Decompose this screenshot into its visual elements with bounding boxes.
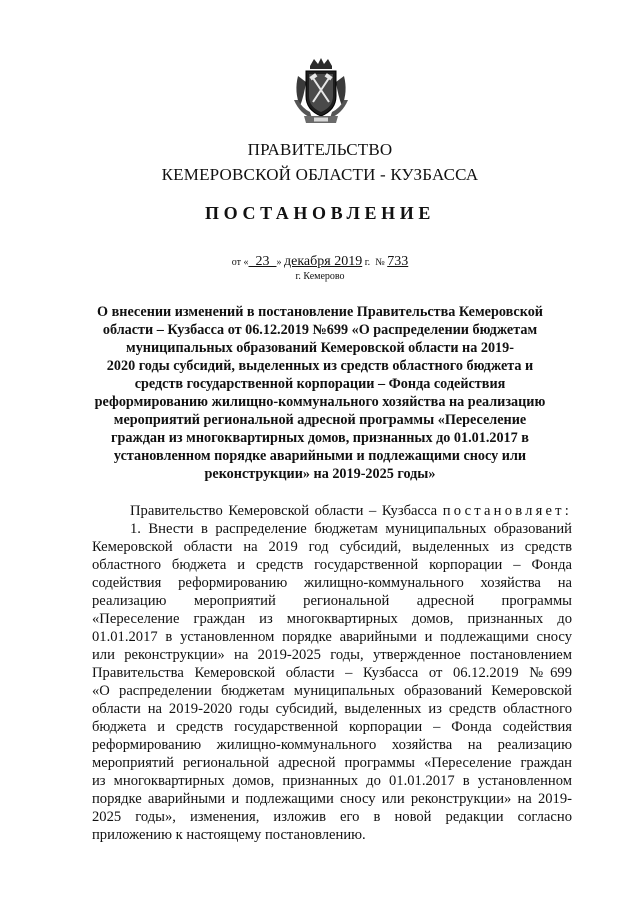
intro-text: Правительство Кемеровской области – Кузбасса: [130, 503, 438, 519]
government-name-line2: КЕМЕРОВСКОЙ ОБЛАСТИ - КУЗБАССА: [161, 165, 479, 184]
paragraph-line: 01.01.2017 в установленном порядке аварийными и подлежащими сносу: [92, 629, 572, 645]
title-line: 2020 годы субсидий, выделенных из средств областного бюджета и: [106, 358, 534, 374]
title-line: установленном порядке аварийными и подлежащими сносу или: [113, 448, 527, 464]
paragraph-line: реформированию жилищно-коммунального хозяйства на реализацию: [92, 737, 572, 753]
paragraph-line: Кемеровской области на 2019 год субсидий, выделенных из средств: [92, 539, 572, 555]
paragraph-line: содействия реформированию жилищно-коммунального хозяйства на: [92, 575, 572, 591]
title-line: области – Кузбасса от 06.12.2019 №699 «О распределении бюджетам: [102, 322, 538, 338]
intro-line: [92, 502, 572, 520]
title-line: мероприятий региональной адресной программы «Переселение: [113, 412, 527, 428]
paragraph-line: или реконструкции» на 2019-2025 годы, утвержденное постановлением: [92, 647, 572, 663]
paragraph-line: приложению к настоящему постановлению.: [92, 827, 366, 843]
paragraph-line: бюджета и средств государственной корпорации – Фонда содействия: [92, 719, 572, 735]
paragraph-line: порядке аварийными и подлежащими сносу или реконструкции» на 2019-: [92, 791, 572, 807]
title-line: граждан из многоквартирных домов, признанных до 01.01.2017 в: [111, 430, 529, 446]
title-line: средств государственной корпорации – Фонда содействия: [134, 376, 506, 392]
date-day-close: »: [276, 257, 282, 268]
date-day-value: 23: [255, 254, 270, 269]
paragraph-line: реализацию мероприятий региональной адресной программы: [92, 593, 572, 609]
paragraph-line: «О распределении бюджетам муниципальных образований Кемеровской: [92, 683, 572, 699]
title-line: О внесении изменений в постановление Правительства Кемеровской: [97, 304, 543, 320]
document-type-heading: ПОСТАНОВЛЕНИЕ: [205, 203, 435, 223]
number-prefix: №: [375, 257, 385, 268]
city-label: г. Кемерово: [295, 271, 345, 282]
title-line: реформированию жилищно-коммунального хозяйства на реализацию: [94, 394, 546, 410]
title-line: реконструкции» на 2019-2025 годы»: [204, 466, 436, 482]
paragraph-line: 2025 годы», изменения, изложив его в новой редакции согласно: [92, 809, 572, 825]
date-year-suffix: г.: [364, 257, 371, 268]
paragraph-line: области на 2019-2020 годы субсидий, выделенных из средств областного: [92, 701, 572, 717]
date-prefix: от «: [231, 257, 249, 268]
paragraph-line: «Переселение граждан из многоквартирных домов, признанных до: [92, 611, 572, 627]
intro-resolves: постановляет:: [442, 503, 572, 519]
document-number: 733: [387, 254, 409, 269]
document-title: [92, 303, 548, 483]
date-day: [249, 254, 277, 269]
kuzbass-coat-of-arms-icon: [290, 56, 352, 128]
paragraph-line: 1. Внести в распределение бюджетам муниципальных образований: [130, 521, 572, 537]
date-number-line: [0, 254, 640, 270]
government-name-line1: ПРАВИТЕЛЬСТВО: [247, 140, 393, 159]
date-month-year: декабря 2019: [284, 254, 363, 269]
paragraph-line: Правительства Кемеровской области – Кузбасса от 06.12.2019 №699: [92, 665, 572, 681]
paragraph-line: областного бюджета и средств государственной корпорации – Фонда: [92, 557, 572, 573]
paragraph-line: из многоквартирных домов, признанных до 01.01.2017 в установленном: [92, 773, 572, 789]
title-line: муниципальных образований Кемеровской области на 2019-: [126, 340, 514, 356]
paragraph-line: мероприятий региональной адресной программы «Переселение граждан: [92, 755, 572, 771]
document-body: [92, 502, 572, 844]
